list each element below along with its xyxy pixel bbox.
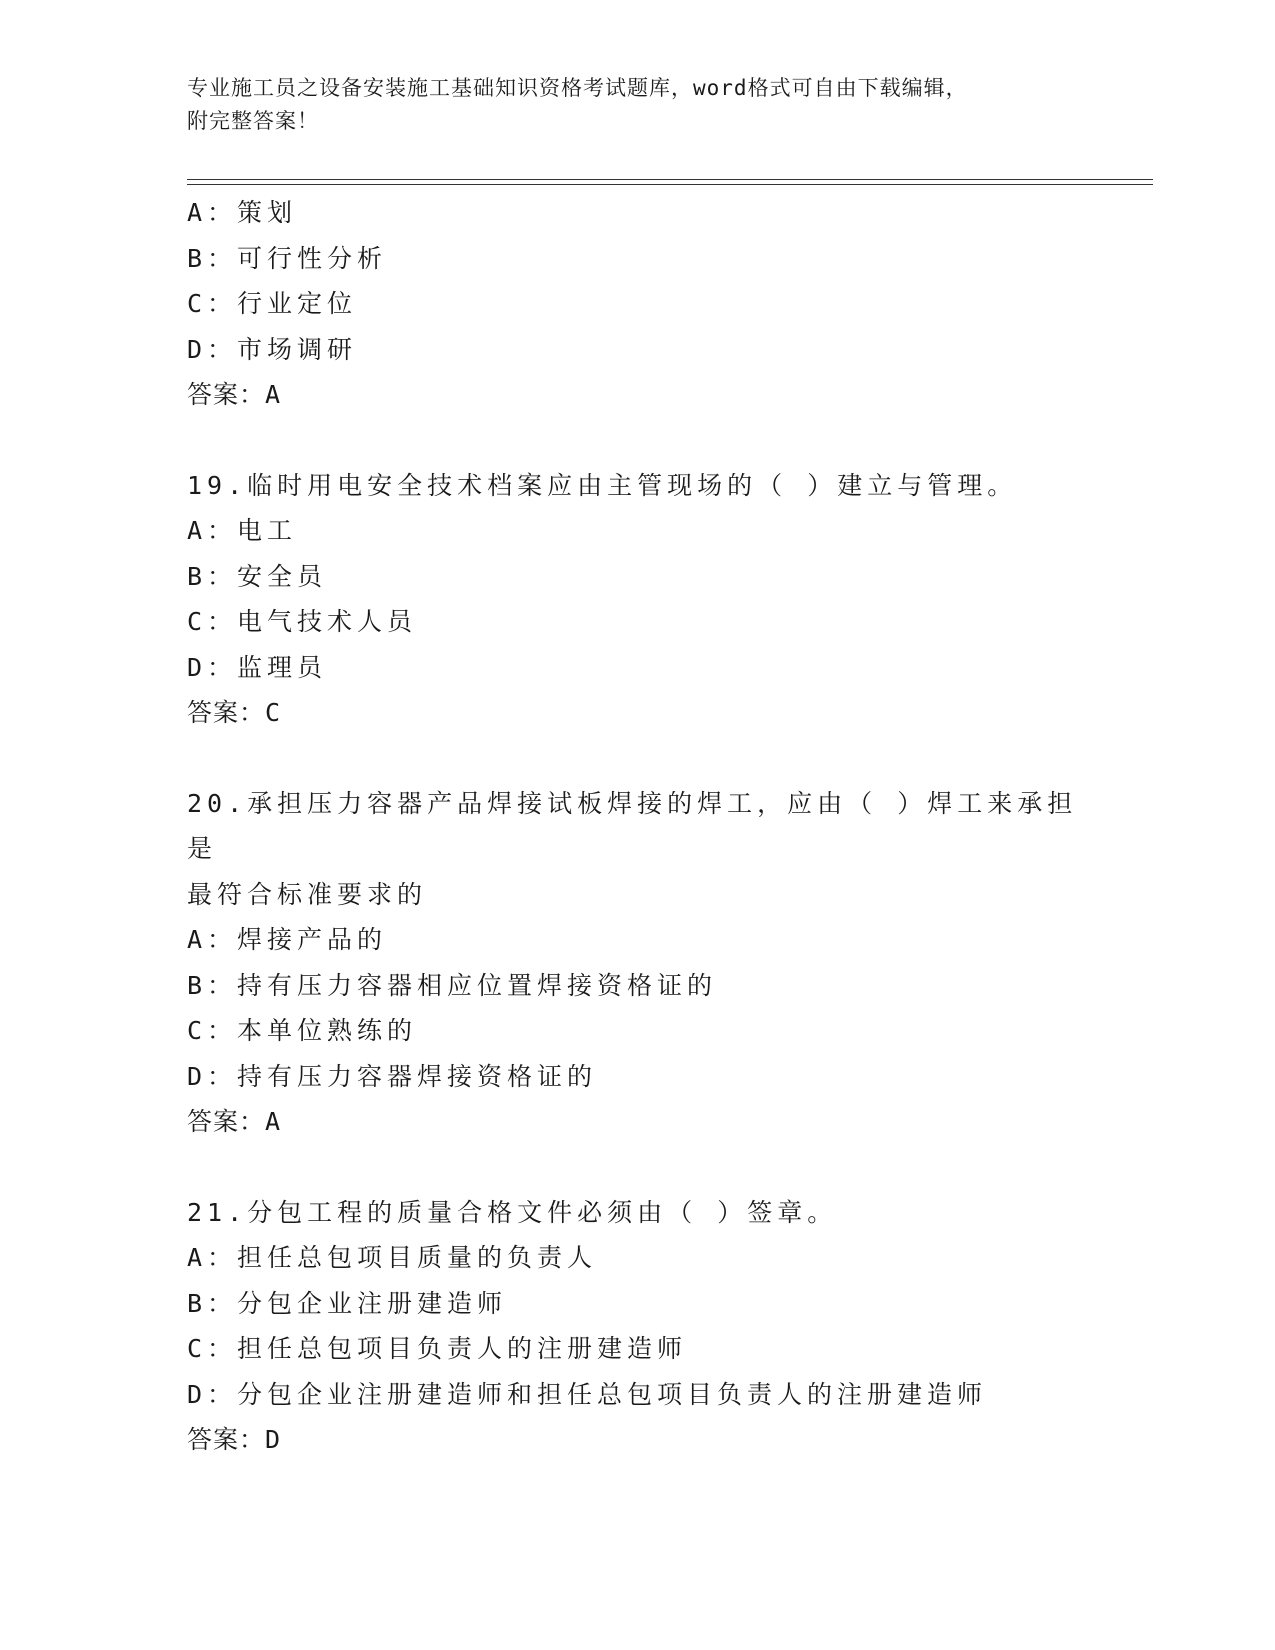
option-d: D：持有压力容器焊接资格证的: [187, 1061, 598, 1091]
question-18-continued: [187, 190, 1087, 418]
spacer: [187, 1145, 1087, 1190]
question-20: [187, 781, 1087, 1145]
option-c: C：本单位熟练的: [187, 1016, 418, 1045]
document-header: [187, 72, 1067, 138]
question-21: [187, 1190, 1087, 1463]
option-d: D：市场调研: [187, 334, 358, 364]
question-19: [187, 463, 1087, 736]
question-stem: 20.承担压力容器产品焊接试板焊接的焊工，应由（ ）焊工来承担是: [187, 788, 1078, 863]
question-stem: 19.临时用电安全技术档案应由主管现场的（ ）建立与管理。: [187, 470, 1018, 500]
option-b: B：持有压力容器相应位置焊接资格证的: [187, 970, 718, 1000]
answer: 答案：A: [187, 1107, 282, 1136]
option-b: B：分包企业注册建造师: [187, 1288, 508, 1318]
answer: 答案：D: [187, 1425, 282, 1454]
option-c: C：担任总包项目负责人的注册建造师: [187, 1334, 688, 1363]
answer: 答案：A: [187, 380, 282, 409]
option-b: B：安全员: [187, 561, 328, 591]
option-b: B：可行性分析: [187, 243, 388, 273]
option-d: D：分包企业注册建造师和担任总包项目负责人的注册建造师: [187, 1379, 988, 1409]
question-stem: 21.分包工程的质量合格文件必须由（ ）签章。: [187, 1197, 838, 1227]
option-c: C：电气技术人员: [187, 607, 418, 636]
spacer: [187, 736, 1087, 781]
question-list: [187, 190, 1087, 1463]
option-a: A：策划: [187, 198, 298, 227]
header-divider-top: [187, 179, 1153, 180]
question-stem-continued: 最符合标准要求的: [187, 879, 428, 909]
option-a: A：电工: [187, 516, 298, 545]
option-a: A：焊接产品的: [187, 925, 388, 954]
answer: 答案：C: [187, 698, 282, 727]
header-line-2: 附完整答案！: [187, 109, 319, 133]
option-c: C：行业定位: [187, 289, 358, 318]
option-a: A：担任总包项目质量的负责人: [187, 1243, 598, 1272]
header-divider-bottom: [187, 184, 1153, 185]
option-d: D：监理员: [187, 652, 328, 682]
spacer: [187, 418, 1087, 463]
header-line-1: 专业施工员之设备安装施工基础知识资格考试题库，word格式可自由下载编辑，: [187, 76, 968, 100]
